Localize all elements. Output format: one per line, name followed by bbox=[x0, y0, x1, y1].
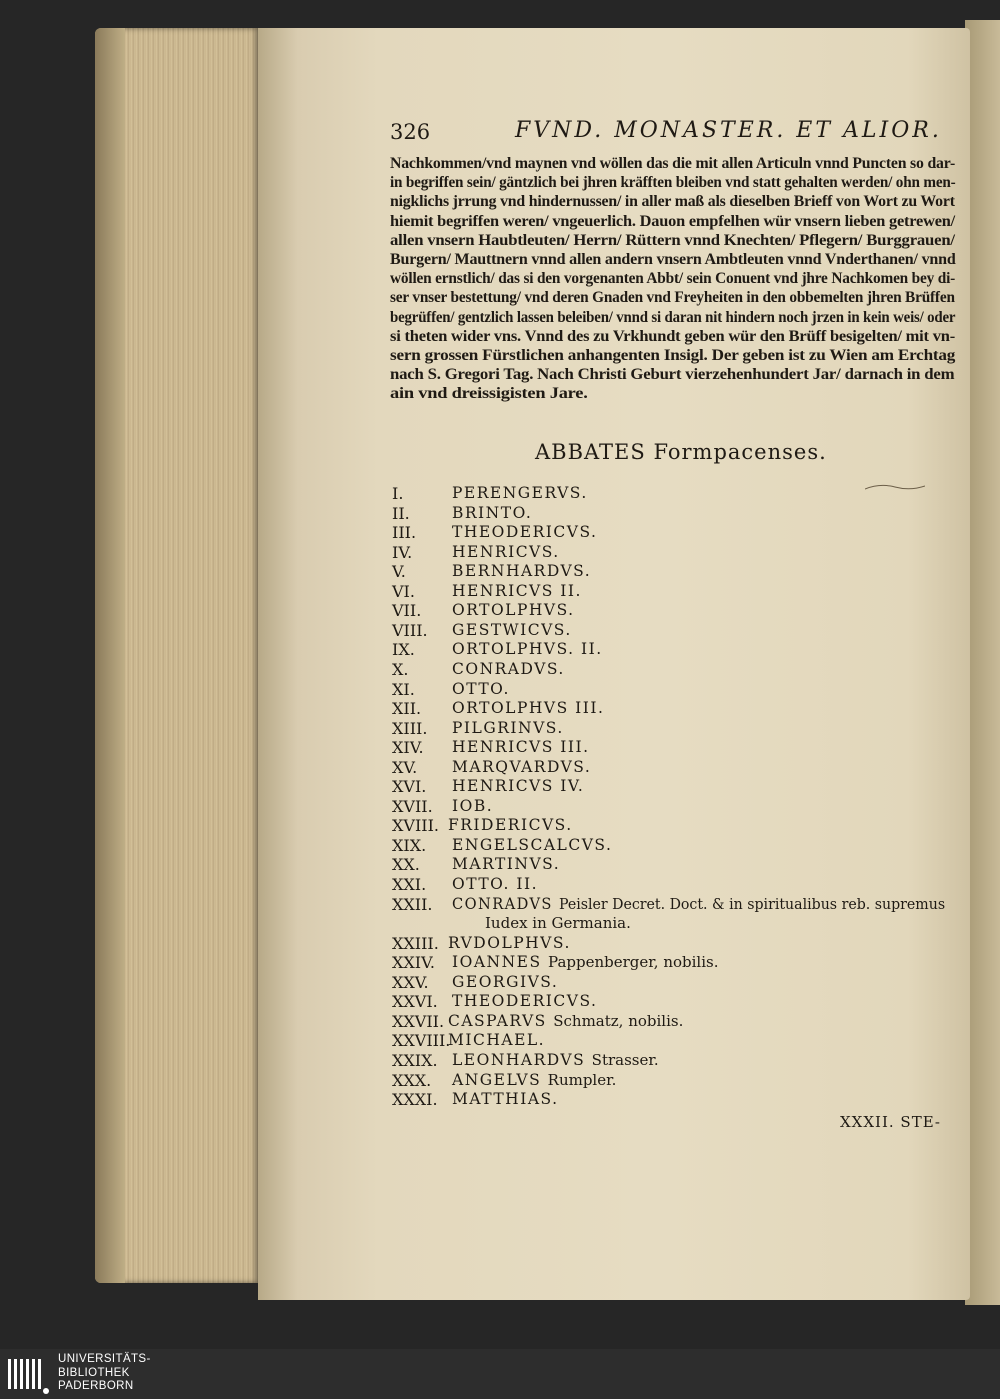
abbot-number: XIV. bbox=[392, 738, 424, 758]
abbot-continuation-row bbox=[485, 914, 631, 932]
abbot-name-row bbox=[452, 738, 590, 756]
abbot-name: RVDOLPHVS. bbox=[448, 933, 571, 952]
abbot-name-row bbox=[448, 816, 573, 834]
abbot-name: IOB. bbox=[452, 796, 494, 815]
body-line: begrüffen/ gentzlich lassen beleiben/ vnnd si daran nit hindern noch jrzen in kein weis/ oder bbox=[390, 308, 956, 326]
abbot-name: OTTO. bbox=[452, 679, 510, 698]
library-name-line3: PADERBORN bbox=[58, 1380, 134, 1392]
body-line: si theten wider vns. Vnnd des zu Vrkhundt geben wür den Brüff besigelten/ mit vn- bbox=[390, 327, 956, 345]
abbot-number: XXVIII. bbox=[392, 1031, 451, 1051]
abbot-name-row bbox=[448, 934, 571, 952]
abbot-name-row bbox=[452, 504, 532, 522]
catchword: XXXII. STE- bbox=[840, 1113, 941, 1131]
abbot-name: MARQVARDVS. bbox=[452, 757, 592, 776]
abbot-name: BERNHARDVS. bbox=[452, 562, 592, 581]
body-line: hiemit begriffen weren/ vngeuerlich. Dauon empfelhen wür vnsern lieben getrewen/ bbox=[390, 212, 956, 230]
abbot-number: XXIV. bbox=[392, 953, 435, 973]
abbot-name-row bbox=[452, 640, 603, 658]
abbot-name: PERENGERVS. bbox=[452, 484, 588, 502]
abbot-number: XXI. bbox=[392, 875, 427, 894]
abbot-name-row bbox=[452, 973, 558, 991]
abbot-number: VI. bbox=[392, 581, 415, 601]
abbot-name-row bbox=[452, 601, 575, 619]
abbot-number: XVIII. bbox=[392, 816, 439, 836]
abbot-name: ORTOLPHVS. bbox=[452, 601, 575, 620]
abbot-name-row bbox=[452, 777, 584, 795]
abbot-name-row bbox=[452, 1071, 616, 1089]
abbot-name: CONRADVS bbox=[452, 894, 553, 913]
abbot-name-row bbox=[452, 680, 510, 698]
abbot-name-row bbox=[452, 992, 597, 1010]
abbot-number: XI. bbox=[392, 679, 415, 699]
abbot-epithet: Pappenberger, nobilis. bbox=[548, 953, 719, 972]
abbot-epithet-continued: Iudex in Germania. bbox=[485, 914, 631, 933]
abbot-name: HENRICVS II. bbox=[452, 581, 582, 600]
facing-page-edge bbox=[965, 20, 1000, 1305]
abbot-number: XXXI. bbox=[392, 1090, 438, 1110]
abbot-name-row bbox=[452, 1051, 659, 1069]
abbot-number: VIII. bbox=[392, 620, 428, 640]
body-line: allen vnsern Haubtleuten/ Herrn/ Rüttern vnnd Knechten/ Pflegern/ Burggrauen/ bbox=[390, 231, 955, 249]
abbot-number: XIII. bbox=[392, 718, 428, 738]
abbot-epithet: Strasser. bbox=[591, 1050, 659, 1069]
abbot-name-row bbox=[452, 484, 588, 502]
abbot-number: VII. bbox=[392, 601, 422, 621]
abbot-name: ORTOLPHVS III. bbox=[452, 699, 605, 718]
abbot-name-row bbox=[452, 543, 560, 561]
body-line: nach S. Gregori Tag. Nach Christi Geburt vierzehenhundert Jar/ darnach in dem bbox=[390, 366, 955, 384]
abbot-name-row bbox=[452, 758, 591, 776]
abbot-name: GEORGIVS. bbox=[452, 972, 559, 991]
abbot-name: MICHAEL. bbox=[448, 1031, 546, 1050]
abbot-number: II. bbox=[392, 503, 410, 523]
abbot-epithet: Peisler Decret. Doct. & in spiritualibus reb. supremus bbox=[558, 894, 946, 913]
abbot-name: CONRADVS. bbox=[452, 659, 565, 678]
abbot-name: LEONHARDVS bbox=[452, 1050, 586, 1069]
abbot-name: IOANNES bbox=[452, 953, 542, 972]
abbot-number: I. bbox=[392, 484, 404, 503]
abbot-number: XXIII. bbox=[392, 933, 439, 953]
abbot-name: OTTO. II. bbox=[452, 875, 538, 893]
abbot-number: IV. bbox=[392, 542, 413, 562]
abbot-name: MARTINVS. bbox=[452, 855, 561, 874]
abbot-name: BRINTO. bbox=[452, 503, 533, 522]
abbot-epithet: Rumpler. bbox=[547, 1070, 617, 1089]
abbot-name-row bbox=[452, 562, 591, 580]
abbot-name: GESTWICVS. bbox=[452, 620, 572, 639]
abbot-name-row bbox=[452, 699, 604, 717]
abbot-number: XX. bbox=[392, 855, 420, 875]
abbot-name-row bbox=[452, 582, 582, 600]
abbot-number: III. bbox=[392, 523, 417, 543]
abbot-name: FRIDERICVS. bbox=[448, 816, 573, 835]
abbot-number: XIX. bbox=[392, 835, 427, 855]
abbot-name-row bbox=[452, 895, 945, 913]
abbot-name: HENRICVS III. bbox=[452, 738, 590, 757]
abbot-number: V. bbox=[392, 562, 406, 582]
abbot-name-row bbox=[448, 1012, 683, 1030]
running-title: FVND. MONASTER. ET ALIOR. bbox=[515, 118, 942, 143]
abbot-name: HENRICVS. bbox=[452, 542, 560, 561]
abbot-name-row bbox=[452, 797, 493, 815]
body-line: Nachkommen/vnd maynen vnd wöllen das die mit allen Articuln vnnd Puncten so dar- bbox=[390, 155, 956, 172]
abbot-name-row bbox=[452, 875, 538, 893]
abbot-number: XXIX. bbox=[392, 1050, 438, 1070]
body-line: sern grossen Fürstlichen anhangenten Insigl. Der geben ist zu Wien am Erchtag bbox=[390, 347, 956, 364]
abbot-epithet: Schmatz, nobilis. bbox=[553, 1011, 684, 1030]
abbot-name: ORTOLPHVS. II. bbox=[452, 640, 603, 659]
abbot-name: ENGELSCALCVS. bbox=[452, 835, 613, 854]
body-line: in begriffen sein/ gäntzlich bei jhren kräfften bleiben vnd statt gehalten werden/ ohn men- bbox=[390, 174, 956, 192]
library-name-line1: UNIVERSITÄTS- bbox=[58, 1353, 151, 1365]
abbot-name-row bbox=[452, 953, 718, 971]
abbot-number: XXV. bbox=[392, 972, 429, 992]
abbot-number: XVII. bbox=[392, 796, 433, 816]
section-heading: ABBATES Formpacenses. bbox=[535, 440, 827, 464]
body-line: ser vnser bestettung/ vnd deren Gnaden vnd Freyheiten in den obbemelten jhren Brüffen bbox=[390, 289, 955, 307]
abbot-name-row bbox=[452, 660, 565, 678]
book-spine bbox=[95, 28, 125, 1283]
abbot-name-row bbox=[452, 855, 560, 873]
abbot-name-row bbox=[448, 1031, 545, 1049]
library-footer bbox=[0, 1349, 1000, 1399]
decorative-swash bbox=[865, 483, 925, 491]
body-line: wöllen ernstlich/ das si den vorgenanten Abbt/ sein Conuent vnd jhre Nachkomen bey di- bbox=[390, 270, 956, 288]
abbot-number: XXX. bbox=[392, 1070, 432, 1090]
abbot-name-row bbox=[452, 621, 572, 639]
abbot-number: XV. bbox=[392, 757, 418, 777]
abbot-name: CASPARVS bbox=[448, 1011, 547, 1030]
body-line: ain vnd dreissigisten Jare. bbox=[390, 385, 588, 403]
page-number: 326 bbox=[390, 120, 431, 144]
abbot-name-row bbox=[452, 836, 612, 854]
abbot-name: HENRICVS IV. bbox=[452, 777, 585, 796]
abbot-name: PILGRINVS. bbox=[452, 718, 564, 737]
abbot-name-row bbox=[452, 719, 564, 737]
abbot-number: IX. bbox=[392, 640, 415, 660]
library-name bbox=[58, 1353, 151, 1394]
abbot-name-row bbox=[452, 1090, 559, 1108]
abbot-name: ANGELVS bbox=[452, 1070, 542, 1089]
abbot-number: XXII. bbox=[392, 894, 433, 914]
abbot-number: XXVI. bbox=[392, 992, 438, 1012]
body-line: Burgern/ Mauttnern vnnd allen andern vnsern Ambtleuten vnnd Vnderthanen/ vnnd bbox=[390, 251, 956, 268]
abbot-name: MATTHIAS. bbox=[452, 1090, 559, 1109]
abbot-number: XII. bbox=[392, 699, 422, 719]
library-name-line2: BIBLIOTHEK bbox=[58, 1366, 130, 1379]
abbot-name: THEODERICVS. bbox=[452, 523, 598, 542]
library-logo-icon bbox=[6, 1355, 50, 1395]
abbot-name-row bbox=[452, 523, 597, 541]
abbot-name: THEODERICVS. bbox=[452, 992, 598, 1011]
abbot-number: XVI. bbox=[392, 777, 427, 797]
body-line: nigklichs jrrung vnd hindernussen/ in aller maß als dieselben Brieff von Wort zu Wort bbox=[390, 193, 955, 211]
abbot-number: X. bbox=[392, 659, 409, 679]
abbot-number: XXVII. bbox=[392, 1011, 445, 1031]
